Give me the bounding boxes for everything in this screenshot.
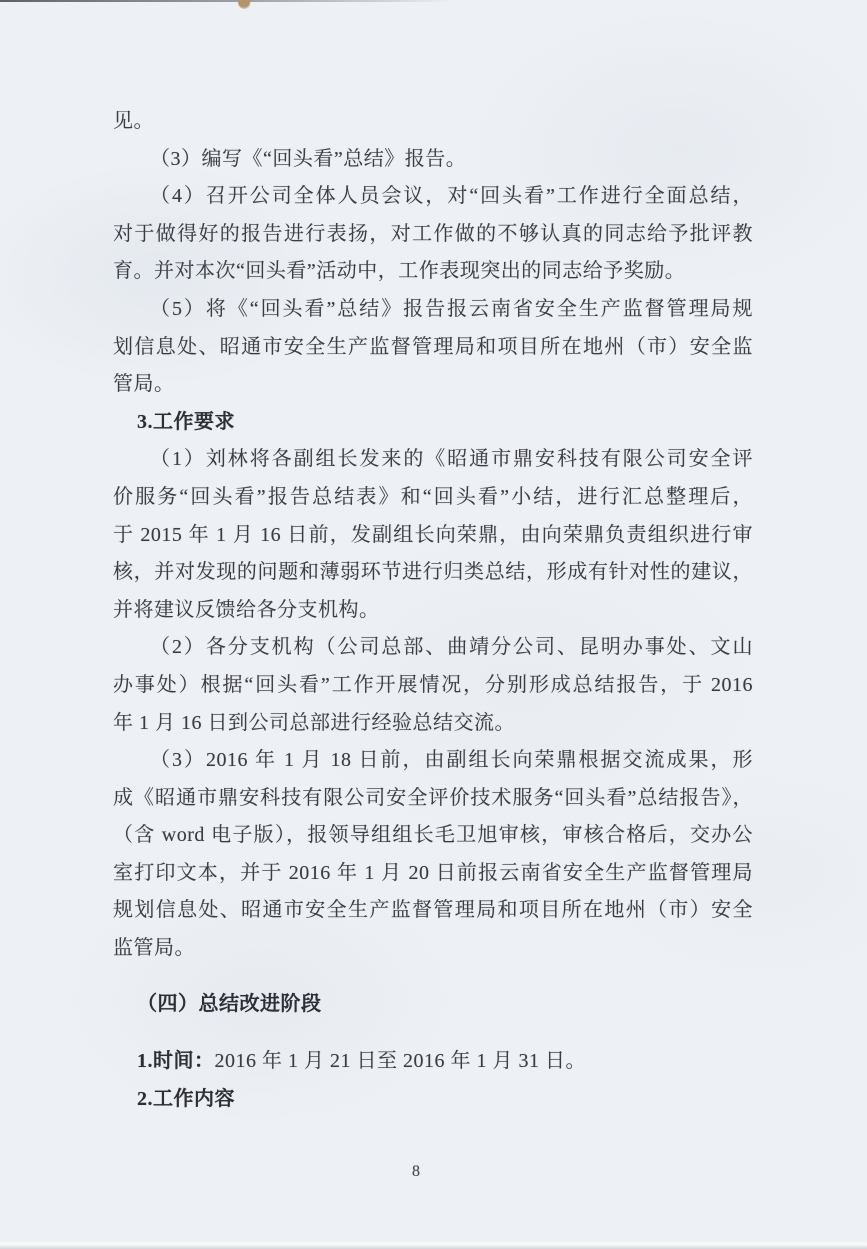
text-line — [113, 1081, 753, 1119]
text-line — [113, 404, 753, 442]
text-run: 规划信息处、昭通市安全生产监督管理局和项目所在地州（市）安全 — [113, 899, 753, 922]
text-line — [113, 517, 753, 555]
text-line — [113, 855, 753, 893]
text-run: 育。并对本次“回头看”活动中，工作表现突出的同志给予奖励。 — [113, 260, 686, 283]
text-line — [113, 479, 753, 517]
text-run: 成《昭通市鼎安科技有限公司安全评价技术服务“回头看”总结报告》， — [113, 786, 753, 809]
text-line — [113, 705, 753, 743]
text-line — [113, 930, 753, 968]
text-run: 划信息处、昭通市安全生产监督管理局和项目所在地州（市）安全监 — [113, 335, 753, 358]
text-line — [113, 366, 753, 404]
text-run: （含 word 电子版），报领导组组长毛卫旭审核，审核合格后，交办公 — [113, 824, 753, 847]
text-line — [113, 667, 753, 705]
text-line — [113, 216, 753, 254]
text-line — [113, 253, 753, 291]
text-line — [113, 817, 753, 855]
text-run: 2016 年 1 月 21 日至 2016 年 1 月 31 日。 — [214, 1050, 586, 1073]
document-text-body — [113, 103, 753, 1118]
text-line — [113, 1043, 753, 1081]
scan-stain-speck — [237, 0, 251, 10]
text-run-bold: （四）总结改进阶段 — [137, 992, 322, 1015]
text-run: （2）各分支机构（公司总部、曲靖分公司、昆明办事处、文山 — [150, 636, 753, 659]
text-run: 并将建议反馈给各分支机构。 — [113, 598, 380, 621]
text-run: （5）将《“回头看”总结》报告报云南省安全生产监督管理局规 — [150, 297, 753, 320]
page-number: 8 — [412, 1163, 420, 1180]
text-run: （3）2016 年 1 月 18 日前，由副组长向荣鼎根据交流成果，形 — [150, 749, 753, 772]
text-run: 对于做得好的报告进行表扬，对工作做的不够认真的同志给予批评教 — [113, 222, 753, 245]
text-line — [113, 742, 753, 780]
text-line — [113, 441, 753, 479]
text-line — [113, 629, 753, 667]
text-line — [113, 103, 753, 141]
text-line — [113, 178, 753, 216]
text-run: 监管局。 — [113, 937, 195, 960]
text-line — [113, 892, 753, 930]
text-line — [113, 141, 753, 179]
text-line — [113, 291, 753, 329]
text-run: （1）刘林将各副组长发来的《昭通市鼎安科技有限公司安全评 — [150, 448, 753, 471]
text-run: 管局。 — [113, 373, 175, 396]
text-run: （3）编写《“回头看”总结》报告。 — [150, 147, 467, 170]
text-line — [113, 780, 753, 818]
text-line — [113, 592, 753, 630]
text-run: 办事处）根据“回头看”工作开展情况，分别形成总结报告，于 2016 — [113, 673, 753, 696]
text-run-bold: 2.工作内容 — [137, 1087, 235, 1110]
text-run-bold: 1.时间： — [137, 1050, 215, 1073]
scan-bottom-edge-artifact — [0, 1242, 867, 1249]
scan-top-edge-artifact — [0, 0, 452, 2]
text-run: 核，并对发现的问题和薄弱环节进行归类总结，形成有针对性的建议， — [113, 561, 753, 584]
text-run: 于 2015 年 1 月 16 日前，发副组长向荣鼎，由向荣鼎负责组织进行审 — [113, 523, 753, 546]
text-line — [113, 986, 753, 1024]
text-run: 年 1 月 16 日到公司总部进行经验总结交流。 — [113, 711, 515, 734]
text-line — [113, 554, 753, 592]
text-run: 室打印文本，并于 2016 年 1 月 20 日前报云南省安全生产监督管理局 — [113, 861, 753, 884]
text-run: （4）召开公司全体人员会议，对“回头看”工作进行全面总结， — [150, 185, 753, 208]
text-line — [113, 329, 753, 367]
text-run: 见。 — [113, 110, 154, 132]
text-run-bold: 3.工作要求 — [137, 410, 235, 433]
text-run: 价服务“回头看”报告总结表》和“回头看”小结，进行汇总整理后， — [113, 485, 753, 508]
